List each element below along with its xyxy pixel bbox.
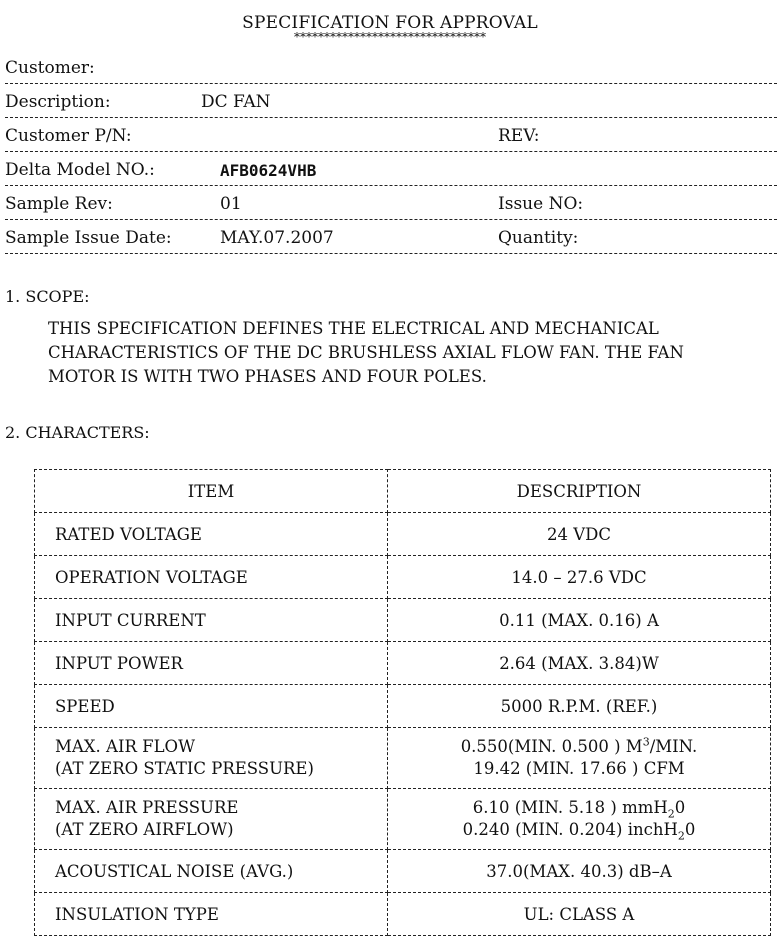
table-row [35,850,771,893]
row-item: SPEED [35,685,388,728]
table-row [35,893,771,936]
sample-issue-date-label: Sample Issue Date: [5,228,172,248]
table-row [35,728,771,789]
description-label: Description: [5,92,111,112]
row-item [35,789,388,850]
col-desc-header: DESCRIPTION [388,470,771,513]
issue-no-label: Issue NO: [498,194,584,214]
quantity-label: Quantity: [498,228,579,248]
row-desc: 14.0 – 27.6 VDC [388,556,771,599]
table-row [35,685,771,728]
row-item: INPUT POWER [35,642,388,685]
description-row [5,83,777,118]
air-flow-desc-line2: 19.42 (MIN. 17.66 ) CFM [473,759,685,778]
row-desc: 0.11 (MAX. 0.16) A [388,599,771,642]
customer-row [5,49,777,84]
table-row [35,789,771,850]
air-pressure-item-line1: MAX. AIR PRESSURE [55,798,239,817]
description-value: DC FAN [201,92,271,112]
row-desc: 5000 R.P.M. (REF.) [388,685,771,728]
table-header-row [35,470,771,513]
rev-label: REV: [498,126,540,146]
characters-table [34,469,771,936]
customer-pn-label: Customer P/N: [5,126,132,146]
air-pressure-desc2-sub: 2 [677,829,685,843]
sample-rev-label: Sample Rev: [5,194,113,214]
row-item: RATED VOLTAGE [35,513,388,556]
table-row [35,556,771,599]
air-flow-item-line1: MAX. AIR FLOW [55,737,196,756]
air-flow-desc1-post: /MIN. [649,737,698,756]
row-desc: UL: CLASS A [388,893,771,936]
air-flow-desc1-pre: 0.550(MIN. 0.500 ) M [460,737,643,756]
row-item: OPERATION VOLTAGE [35,556,388,599]
sample-issue-date-row [5,219,777,254]
col-item-header: ITEM [35,470,388,513]
row-desc [388,789,771,850]
air-flow-desc-line1 [388,736,770,758]
table-row [35,513,771,556]
air-pressure-desc1-sub: 2 [667,807,675,821]
air-flow-desc1-sup: 3 [642,735,650,749]
row-item: INPUT CURRENT [35,599,388,642]
row-desc [388,728,771,789]
row-item: INSULATION TYPE [35,893,388,936]
air-flow-item-line2: (AT ZERO STATIC PRESSURE) [55,759,314,778]
title-underline: ******************************** [294,30,486,44]
model-value: AFB0624VHB [220,161,317,180]
table-row [35,599,771,642]
scope-heading: 1. SCOPE: [5,287,90,306]
air-pressure-desc2-post: 0 [684,820,696,839]
row-desc: 37.0(MAX. 40.3) dB–A [388,850,771,893]
sample-rev-value: 01 [220,194,242,214]
customer-label: Customer: [5,58,95,78]
characters-heading: 2. CHARACTERS: [5,423,150,442]
row-desc: 24 VDC [388,513,771,556]
row-item: ACOUSTICAL NOISE (AVG.) [35,850,388,893]
scope-text: THIS SPECIFICATION DEFINES THE ELECTRICAL AND MECHANICAL CHARACTERISTICS OF THE DC BRUSHLESS AXIAL FLOW FAN. THE FAN MOTOR IS WITH TWO PHASES AND FOUR POLES. [48,319,684,386]
model-label: Delta Model NO.: [5,160,155,180]
air-pressure-desc1-post: 0 [674,798,686,817]
air-pressure-desc2-pre: 0.240 (MIN. 0.204) inchH [462,820,678,839]
model-row [5,151,777,186]
row-item [35,728,388,789]
air-pressure-desc1-pre: 6.10 (MIN. 5.18 ) mmH [472,798,668,817]
air-pressure-desc-line2 [388,819,770,841]
sample-issue-date-value: MAY.07.2007 [220,228,334,248]
customer-pn-row [5,117,777,152]
row-desc: 2.64 (MAX. 3.84)W [388,642,771,685]
table-row [35,642,771,685]
document-title: SPECIFICATION FOR APPROVAL [242,13,538,33]
air-pressure-item-line2: (AT ZERO AIRFLOW) [55,820,234,839]
air-pressure-desc-line1 [388,797,770,819]
sample-rev-row [5,185,777,220]
